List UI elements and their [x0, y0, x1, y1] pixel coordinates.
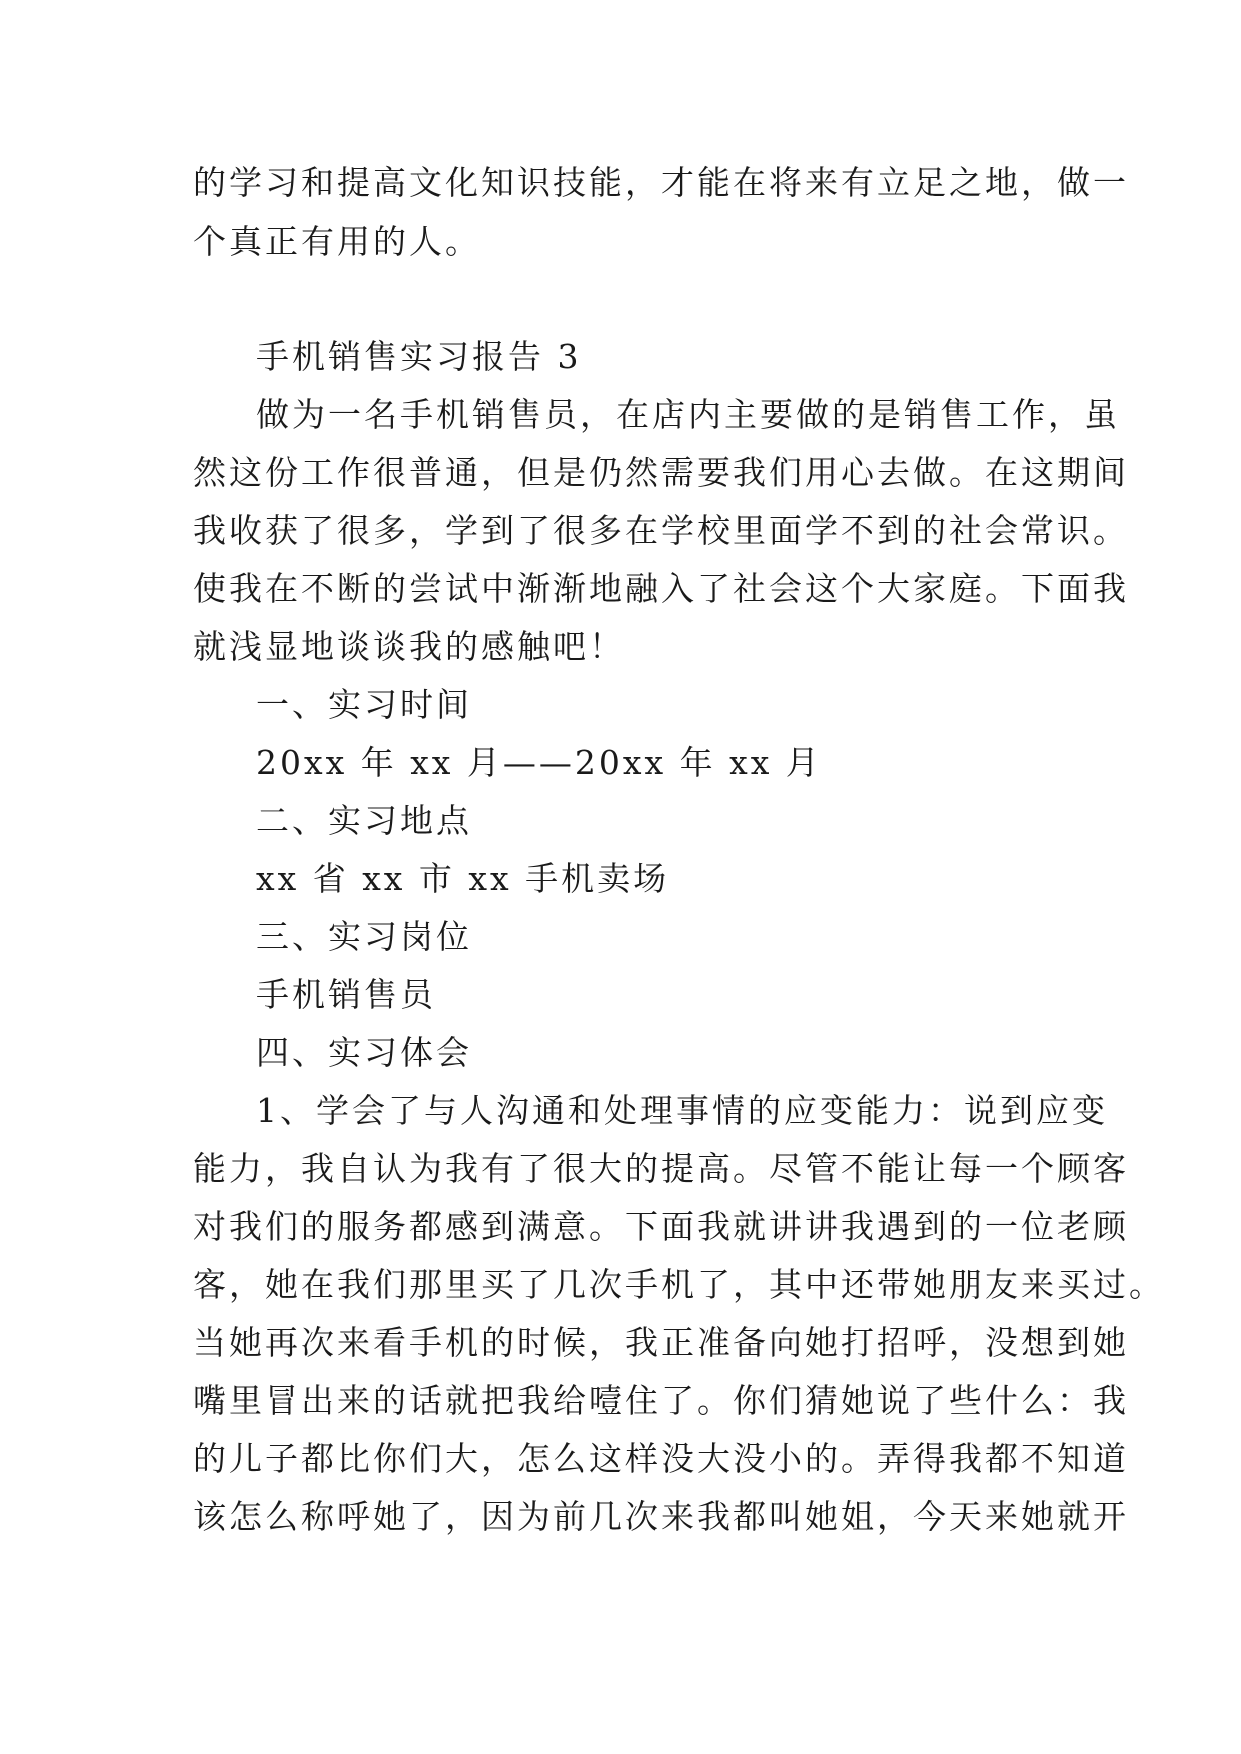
text-line: 对我们的服务都感到满意。下面我就讲讲我遇到的一位老顾 [193, 1207, 1129, 1246]
text-line: 能力，我自认为我有了很大的提高。尽管不能让每一个顾客 [193, 1149, 1129, 1188]
internship-position-value: 手机销售员 [256, 975, 436, 1014]
text-line: 就浅显地谈谈我的感触吧！ [193, 627, 625, 666]
text-line: 个真正有用的人。 [193, 222, 481, 261]
text-line: 当她再次来看手机的时候，我正准备向她打招呼，没想到她 [193, 1323, 1129, 1362]
internship-location-value: xx 省 xx 市 xx 手机卖场 [256, 859, 670, 898]
text-line: 我收获了很多，学到了很多在学校里面学不到的社会常识。 [193, 511, 1129, 550]
internship-time-value: 20xx 年 xx 月——20xx 年 xx 月 [256, 743, 822, 782]
heading-internship-location: 二、实习地点 [256, 801, 472, 840]
heading-internship-time: 一、实习时间 [256, 685, 472, 724]
text-line: 的学习和提高文化知识技能，才能在将来有立足之地，做一 [193, 163, 1129, 202]
text-line: 做为一名手机销售员，在店内主要做的是销售工作，虽 [256, 395, 1120, 434]
text-line: 嘴里冒出来的话就把我给噎住了。你们猜她说了些什么：我 [193, 1381, 1129, 1420]
heading-internship-position: 三、实习岗位 [256, 917, 472, 956]
text-line: 使我在不断的尝试中渐渐地融入了社会这个大家庭。下面我 [193, 569, 1129, 608]
heading-internship-experience: 四、实习体会 [256, 1033, 472, 1072]
text-line: 1、学会了与人沟通和处理事情的应变能力：说到应变 [256, 1091, 1108, 1130]
section-title: 手机销售实习报告 3 [256, 337, 582, 376]
text-line: 的儿子都比你们大，怎么这样没大没小的。弄得我都不知道 [193, 1439, 1129, 1478]
text-line: 客，她在我们那里买了几次手机了，其中还带她朋友来买过。 [193, 1265, 1165, 1304]
text-line: 该怎么称呼她了，因为前几次来我都叫她姐，今天来她就开 [193, 1497, 1129, 1536]
text-line: 然这份工作很普通，但是仍然需要我们用心去做。在这期间 [193, 453, 1129, 492]
